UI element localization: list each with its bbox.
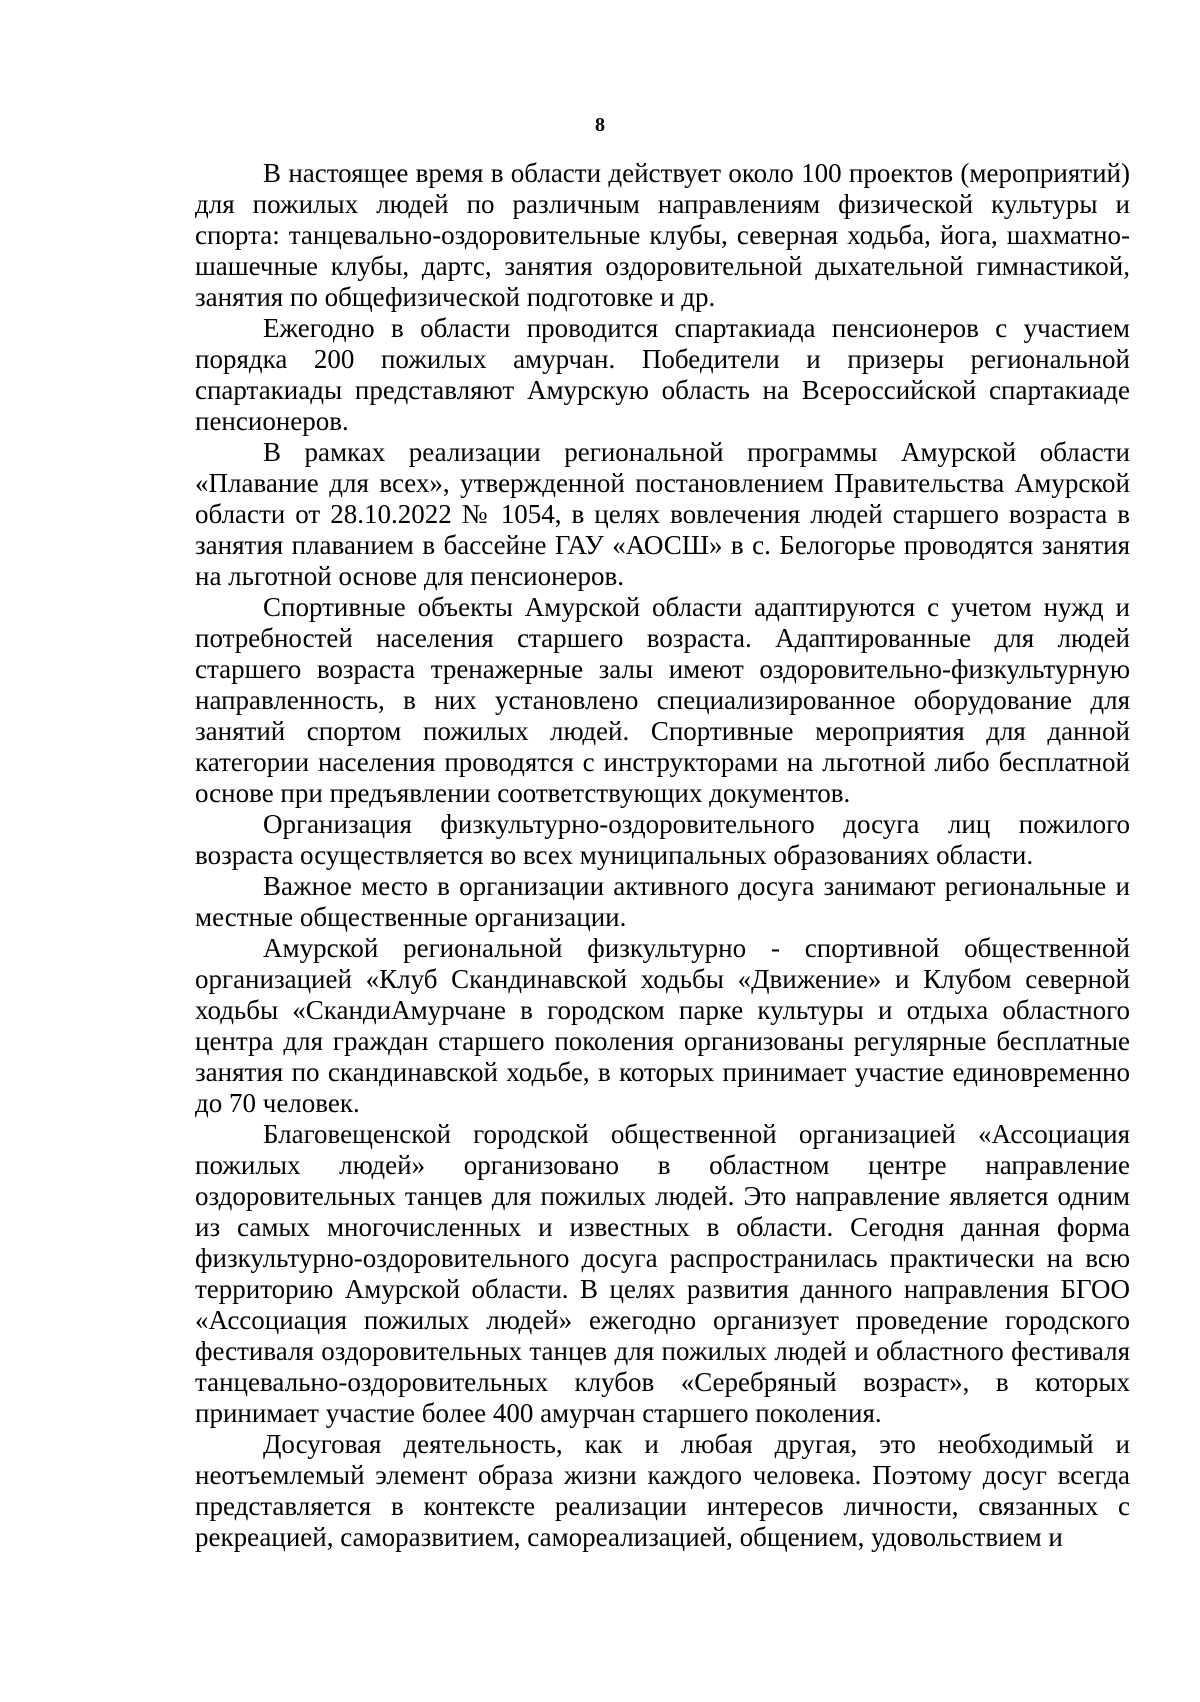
paragraph-sports-projects: В настоящее время в области действует около 100 проектов (мероприятий) для пожилых людей по различным направлениям физической культуры и спорта: танцевально-оздоровительные клубы, северная ходьба, йога, шахматно-шашечные клубы, дартс, занятия оздоровительной дыхательной гимнастикой, занятия по общефизической подготовке и др. bbox=[195, 158, 1130, 312]
paragraph-sports-facilities: Спортивные объекты Амурской области адаптируются с учетом нужд и потребностей населения старшего возраста. Адаптированные для людей старшего возраста тренажерные залы имеют оздоровительно-физкультурную направленность, в них установлено специализированное оборудование для занятий спортом пожилых людей. Спортивные мероприятия для данной категории населения проводятся с инструкторами на льготной либо бесплатной основе при предъявлении соответствующих документов. bbox=[195, 592, 1130, 808]
paragraph-leisure-activity: Досуговая деятельность, как и любая другая, это необходимый и неотъемлемый элемент образа жизни каждого человека. Поэтому досуг всегда представляется в контексте реализации интересов личности, связанных с рекреацией, саморазвитием, самореализацией, общением, удовольствием и bbox=[195, 1429, 1130, 1552]
paragraph-spartakiad: Ежегодно в области проводится спартакиада пенсионеров с участием порядка 200 пожилых амурчан. Победители и призеры региональной спартакиады представляют Амурскую область на Всероссийской спартакиаде пенсионеров. bbox=[195, 313, 1130, 436]
paragraph-leisure-organization: Организация физкультурно-оздоровительного досуга лиц пожилого возраста осуществляется во всех муниципальных образованиях области. bbox=[195, 809, 1130, 870]
paragraph-swimming-program: В рамках реализации региональной программы Амурской области «Плавание для всех», утвержденной постановлением Правительства Амурской области от 28.10.2022 № 1054, в целях вовлечения людей старшего возраста в занятия плаванием в бассейне ГАУ «АОСШ» в с. Белогорье проводятся занятия на льготной основе для пенсионеров. bbox=[195, 437, 1130, 591]
document-body bbox=[195, 158, 1130, 1553]
page-number: 8 bbox=[595, 114, 605, 136]
paragraph-public-organizations: Важное место в организации активного досуга занимают региональные и местные общественные организации. bbox=[195, 871, 1130, 932]
paragraph-dance-association: Благовещенской городской общественной организацией «Ассоциация пожилых людей» организовано в областном центре направление оздоровительных танцев для пожилых людей. Это направление является одним из самых многочисленных и известных в области. Сегодня данная форма физкультурно-оздоровительного досуга распространилась практически на всю территорию Амурской области. В целях развития данного направления БГОО «Ассоциация пожилых людей» ежегодно организует проведение городского фестиваля оздоровительных танцев для пожилых людей и областного фестиваля танцевально-оздоровительных клубов «Серебряный возраст», в которых принимает участие более 400 амурчан старшего поколения. bbox=[195, 1119, 1130, 1428]
paragraph-nordic-walking: Амурской региональной физкультурно - спортивной общественной организацией «Клуб Скандинавской ходьбы «Движение» и Клубом северной ходьбы «СкандиАмурчане в городском парке культуры и отдыха областного центра для граждан старшего поколения организованы регулярные бесплатные занятия по скандинавской ходьбе, в которых принимает участие единовременно до 70 человек. bbox=[195, 933, 1130, 1118]
